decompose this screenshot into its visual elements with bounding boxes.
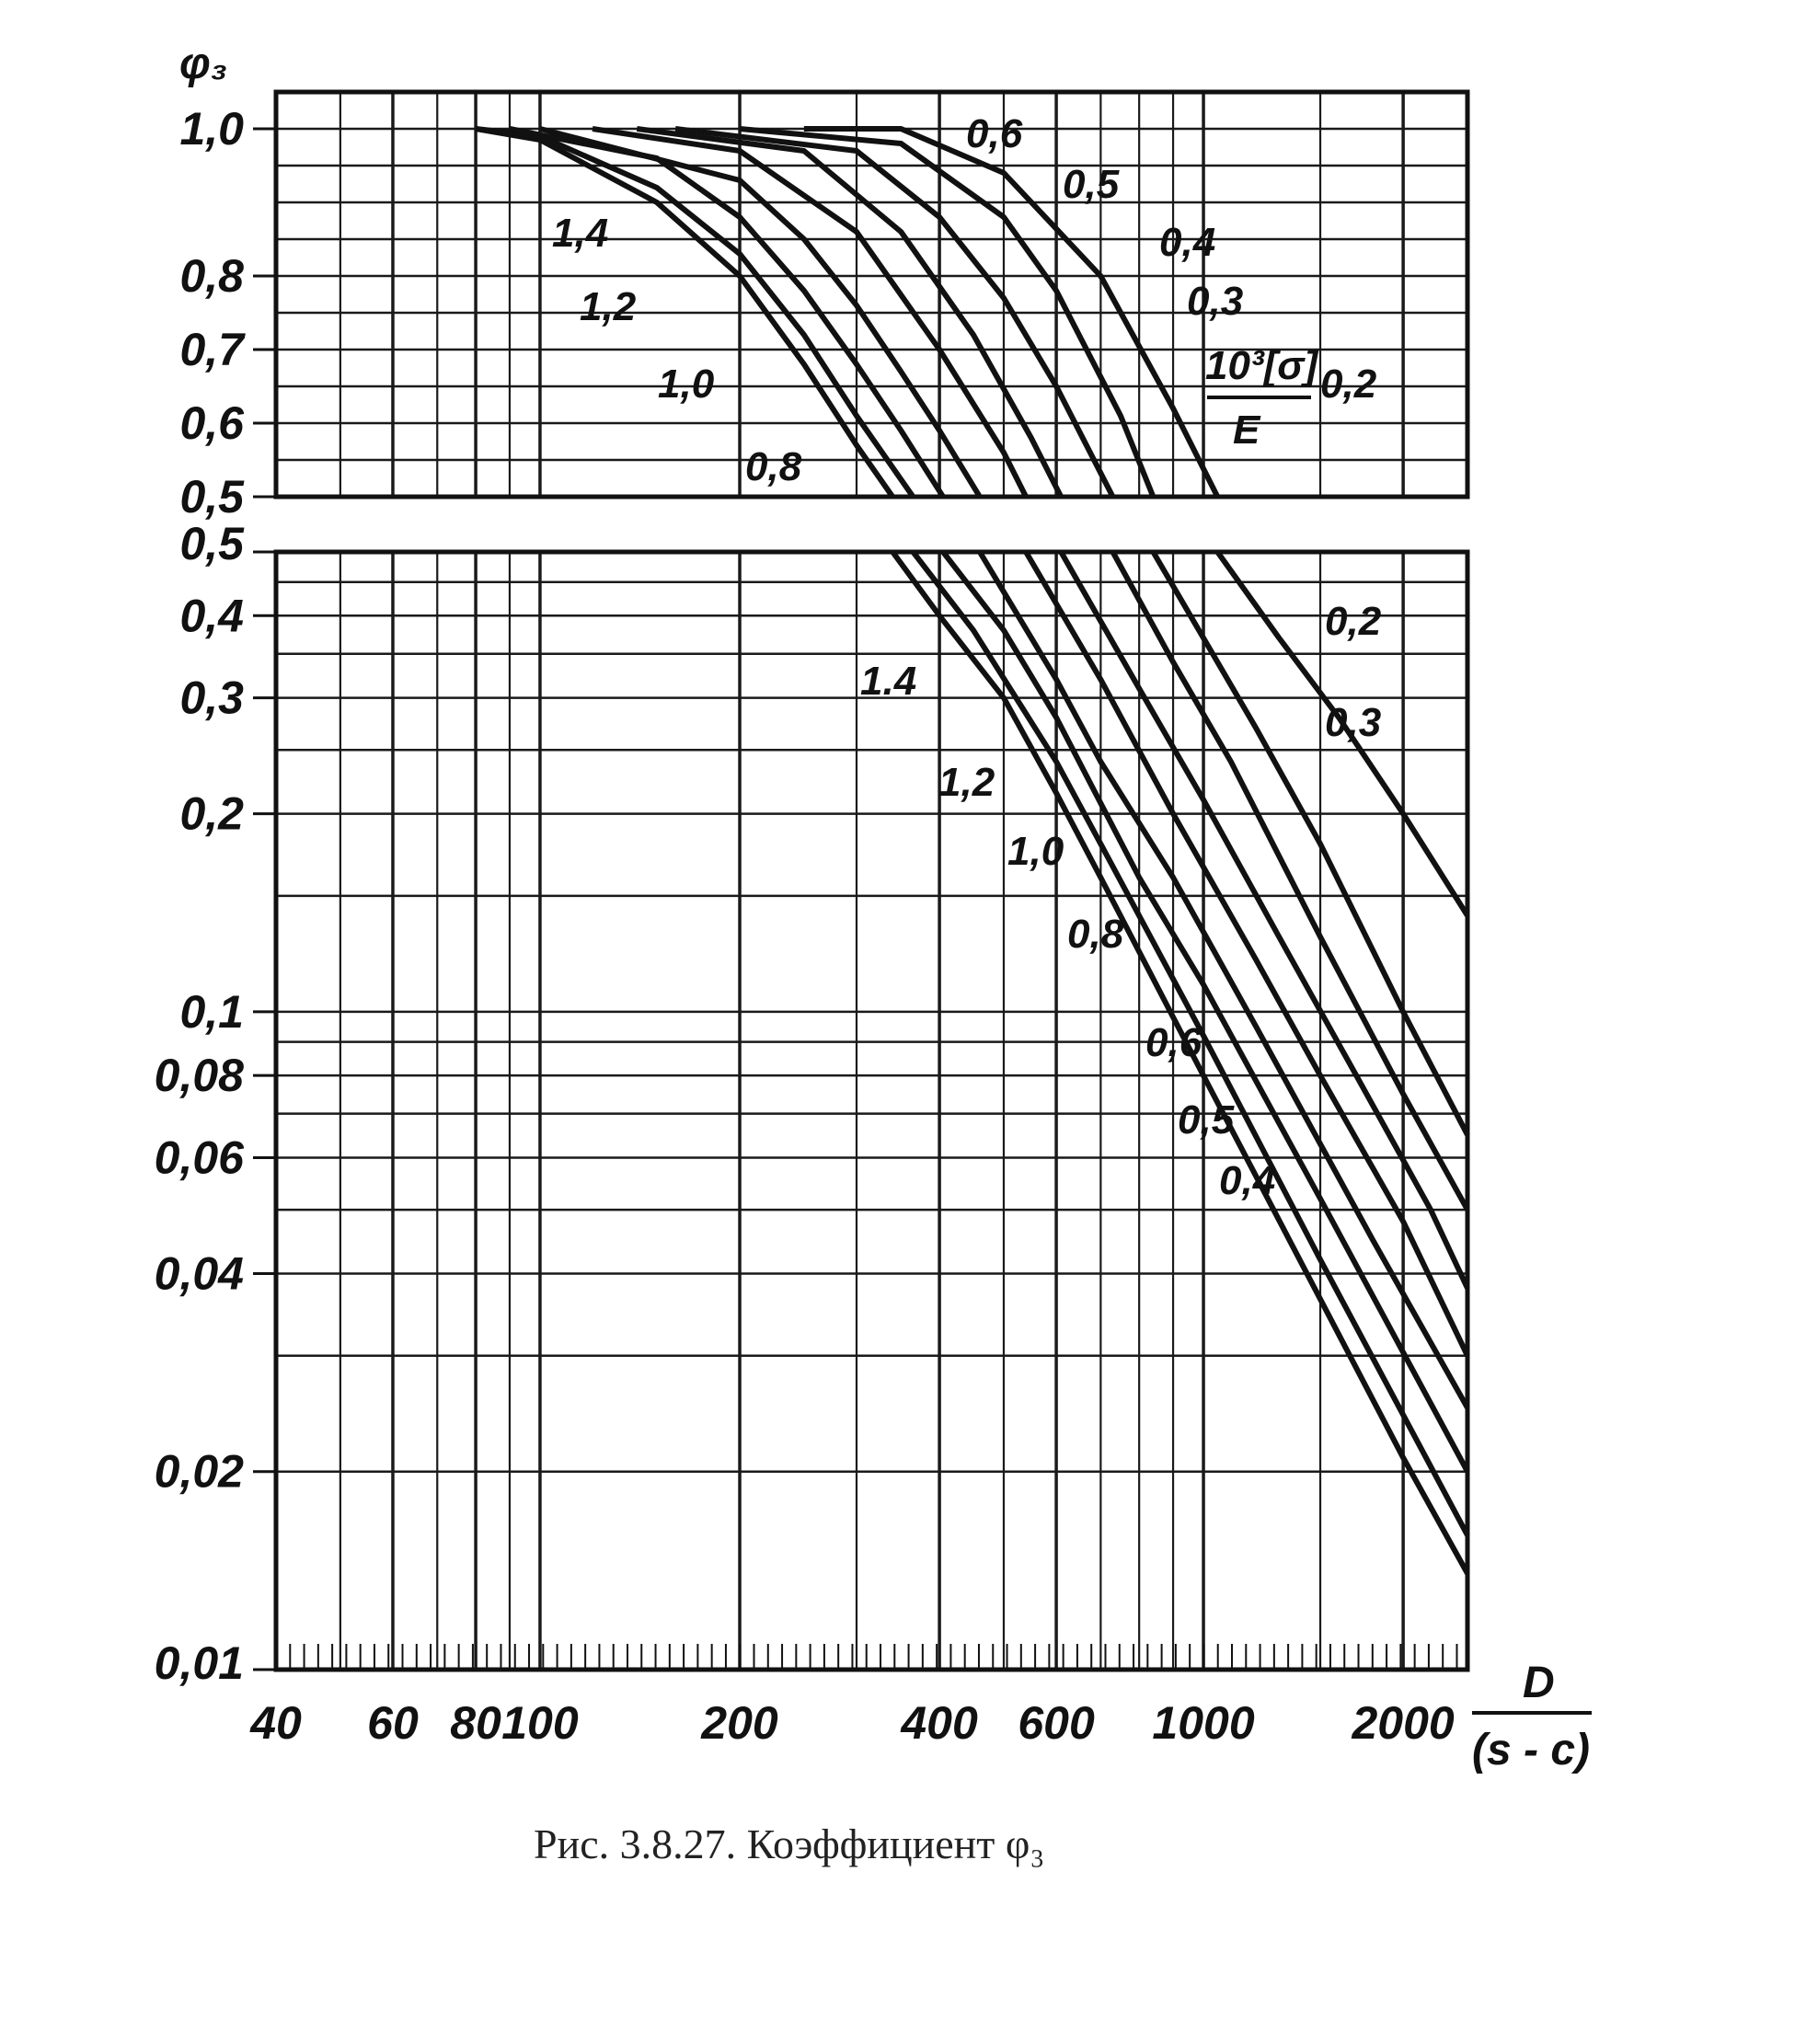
y-tick-label-lower: 0,2 bbox=[179, 787, 244, 840]
x-axis-label-numerator: D bbox=[1523, 1659, 1555, 1707]
x-tick-label: 400 bbox=[901, 1697, 978, 1749]
curve-label-lower-0.4: 0,4 bbox=[1219, 1158, 1276, 1203]
figure-caption: Рис. 3.8.27. Коэффициент φ₃ bbox=[534, 1820, 1045, 1867]
lower-panel-frame bbox=[276, 552, 1467, 1670]
y-tick-label-lower: 0,5 bbox=[179, 518, 244, 569]
y-tick-label-lower: 0,04 bbox=[154, 1247, 244, 1300]
y-tick-label-upper: 0,7 bbox=[179, 324, 244, 375]
x-tick-label: 2000 bbox=[1352, 1697, 1455, 1749]
y-tick-label-lower: 0,01 bbox=[154, 1637, 244, 1689]
x-tick-label: 60 bbox=[367, 1697, 419, 1749]
curve-label-upper-0.4: 0,4 bbox=[1159, 220, 1216, 265]
x-tick-label: 600 bbox=[1018, 1697, 1095, 1749]
curve-label-lower-0.2: 0,2 bbox=[1325, 599, 1382, 644]
curve-label-upper-1: 1,0 bbox=[658, 362, 715, 407]
curve-label-lower-1.2: 1,2 bbox=[938, 760, 995, 805]
x-tick-label: 40 bbox=[250, 1697, 302, 1749]
y-tick-label-lower: 0,1 bbox=[179, 985, 244, 1038]
y-tick-label-lower: 0,02 bbox=[154, 1445, 244, 1498]
y-tick-label-upper: 0,6 bbox=[179, 397, 244, 449]
curve-label-lower-1: 1,0 bbox=[1007, 829, 1064, 874]
curve-label-upper-0.8: 0,8 bbox=[745, 444, 802, 489]
y-tick-label-lower: 0,08 bbox=[154, 1050, 244, 1102]
y-tick-label-upper: 0,5 bbox=[179, 471, 244, 522]
y-tick-label-lower: 0,4 bbox=[179, 590, 244, 642]
x-axis-label-denominator: (s - c) bbox=[1472, 1726, 1591, 1774]
curve-label-upper-0.3: 0,3 bbox=[1187, 279, 1244, 324]
series-line-lower-0.8 bbox=[980, 552, 1467, 1407]
curve-label-upper-0.6: 0,6 bbox=[966, 111, 1023, 156]
curve-label-lower-0.8: 0,8 bbox=[1067, 912, 1124, 957]
curve-label-lower-0.3: 0,3 bbox=[1325, 700, 1382, 745]
curve-label-lower-0.6: 0,6 bbox=[1145, 1020, 1202, 1065]
x-tick-label: 80 bbox=[450, 1697, 501, 1749]
curve-label-lower-1.4: 1.4 bbox=[860, 659, 917, 704]
y-tick-label-lower: 0,06 bbox=[154, 1131, 244, 1184]
y-axis-label: φ₃ bbox=[179, 40, 228, 88]
y-tick-label-upper: 1,0 bbox=[179, 103, 244, 155]
x-tick-label: 100 bbox=[501, 1697, 579, 1749]
legend-title-numerator: 10³[σ] bbox=[1205, 343, 1318, 388]
curve-label-upper-1.2: 1,2 bbox=[580, 284, 637, 329]
curve-label-upper-0.2: 0,2 bbox=[1320, 362, 1377, 407]
x-tick-label: 200 bbox=[701, 1697, 778, 1749]
curve-label-upper-1.4: 1,4 bbox=[552, 211, 609, 256]
legend-title-denominator: E bbox=[1233, 408, 1260, 453]
y-tick-label-upper: 0,8 bbox=[179, 250, 244, 302]
y-tick-label-lower: 0,3 bbox=[179, 672, 244, 724]
curve-label-lower-0.5: 0,5 bbox=[1178, 1097, 1235, 1143]
curve-label-upper-0.5: 0,5 bbox=[1063, 162, 1120, 207]
x-tick-label: 1000 bbox=[1152, 1697, 1255, 1749]
